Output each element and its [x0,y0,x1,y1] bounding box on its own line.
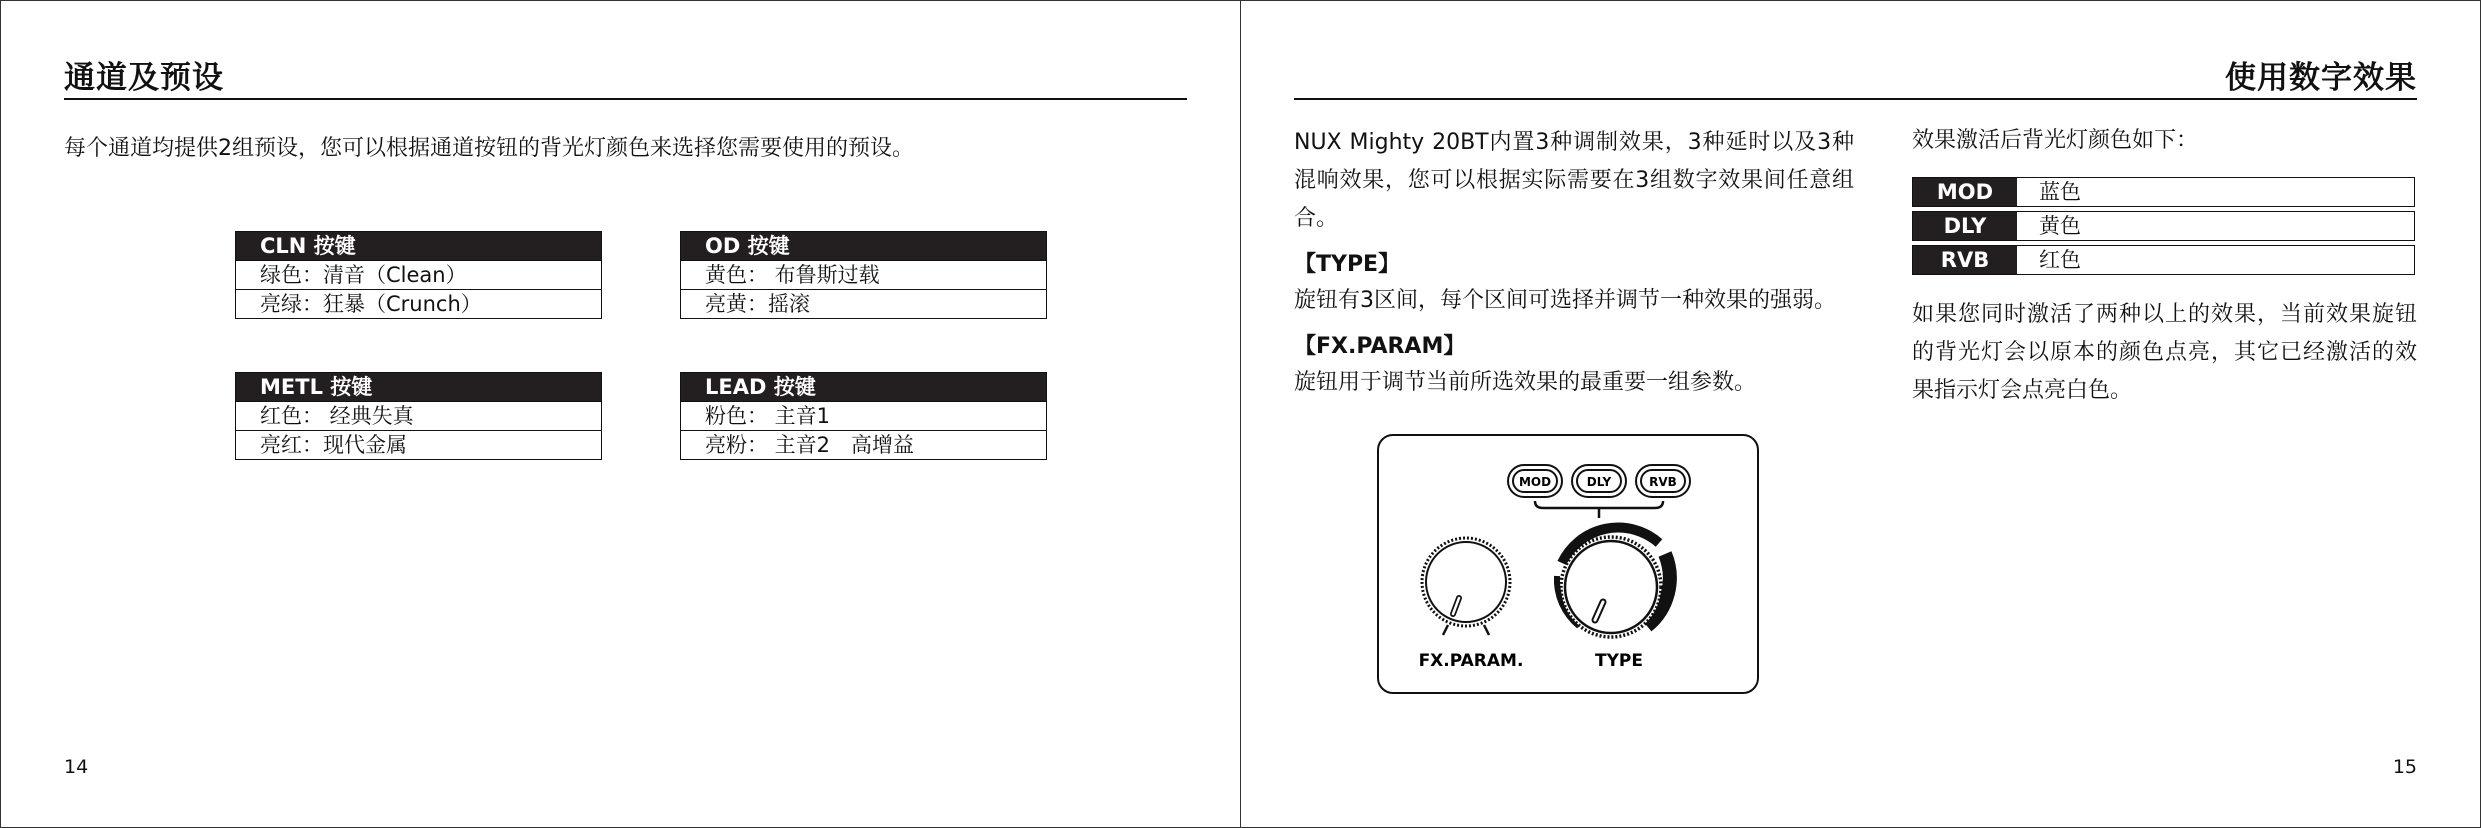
color-row-key: DLY [1913,212,2017,240]
fx-param-heading: 【FX.PARAM】 [1294,334,1466,359]
lead-preset-table [680,372,1047,460]
left-title-rule [64,98,1187,100]
dly-button [1572,465,1626,497]
type-label: TYPE [1595,651,1643,671]
cln-row-2: 亮绿：狂暴（Crunch） [236,289,601,318]
fx-param-label: FX.PARAM. [1418,651,1524,671]
cln-row-1: 绿色：清音（Clean） [236,260,601,289]
type-heading: 【TYPE】 [1294,252,1401,277]
color-row-rvb [1912,245,2415,275]
metl-row-2: 亮红：现代金属 [236,430,601,459]
mod-button-label: MOD [1518,475,1552,489]
color-row-key: RVB [1913,246,2017,274]
control-panel-drawing [1379,436,1761,696]
od-preset-table [680,231,1047,319]
dly-button-label: DLY [1586,475,1612,489]
fx-param-text: 旋钮用于调节当前所选效果的最重要一组参数。 [1294,370,1757,395]
effect-color-table [1912,177,2415,279]
lead-row-2: 亮粉： 主音2 高增益 [681,430,1046,459]
color-row-value: 黄色 [2039,214,2081,238]
colors-intro-text: 效果激活后背光灯颜色如下： [1912,128,2199,153]
left-intro-text: 每个通道均提供2组预设，您可以根据通道按钮的背光灯颜色来选择您需要使用的预设。 [64,136,914,161]
color-row-value: 蓝色 [2039,180,2081,204]
rvb-button [1636,465,1690,497]
multi-effect-note: 如果您同时激活了两种以上的效果，当前效果旋钮的背光灯会以原本的颜色点亮，其它已经激活的效果指示灯会点亮白色。 [1912,302,2417,403]
mod-button [1508,465,1562,497]
effect-group-bracket [1535,501,1663,508]
lead-row-1: 粉色： 主音1 [681,401,1046,430]
effects-description [1294,124,1854,402]
color-row-key: MOD [1913,178,2017,206]
metl-table-header: METL 按键 [236,373,601,401]
metl-preset-table [235,372,602,460]
left-page-number: 14 [64,756,89,778]
color-row-value: 红色 [2039,248,2081,272]
effects-intro-text: NUX Mighty 20BT内置3种调制效果，3种延时以及3种混响效果，您可以根据实际需要在3组数字效果间任意组合。 [1294,130,1854,231]
right-page-number: 15 [2392,756,2417,778]
right-title-rule [1294,98,2417,100]
rvb-button-label: RVB [1649,475,1677,489]
color-row-mod [1912,177,2415,207]
effects-control-panel [1377,434,1759,694]
lead-table-header: LEAD 按键 [681,373,1046,401]
cln-preset-table [235,231,602,319]
metl-row-1: 红色： 经典失真 [236,401,601,430]
type-knob [1557,528,1670,637]
left-page-title: 通道及预设 [64,60,224,96]
fx-param-knob [1422,538,1510,635]
type-text: 旋钮有3区间，每个区间可选择并调节一种效果的强弱。 [1294,288,1836,313]
color-row-dly [1912,211,2415,241]
od-table-header: OD 按键 [681,232,1046,260]
od-row-2: 亮黄：摇滚 [681,289,1046,318]
right-page-title: 使用数字效果 [2225,60,2417,96]
od-row-1: 黄色： 布鲁斯过载 [681,260,1046,289]
cln-table-header: CLN 按键 [236,232,601,260]
page-spine [1240,0,1241,828]
